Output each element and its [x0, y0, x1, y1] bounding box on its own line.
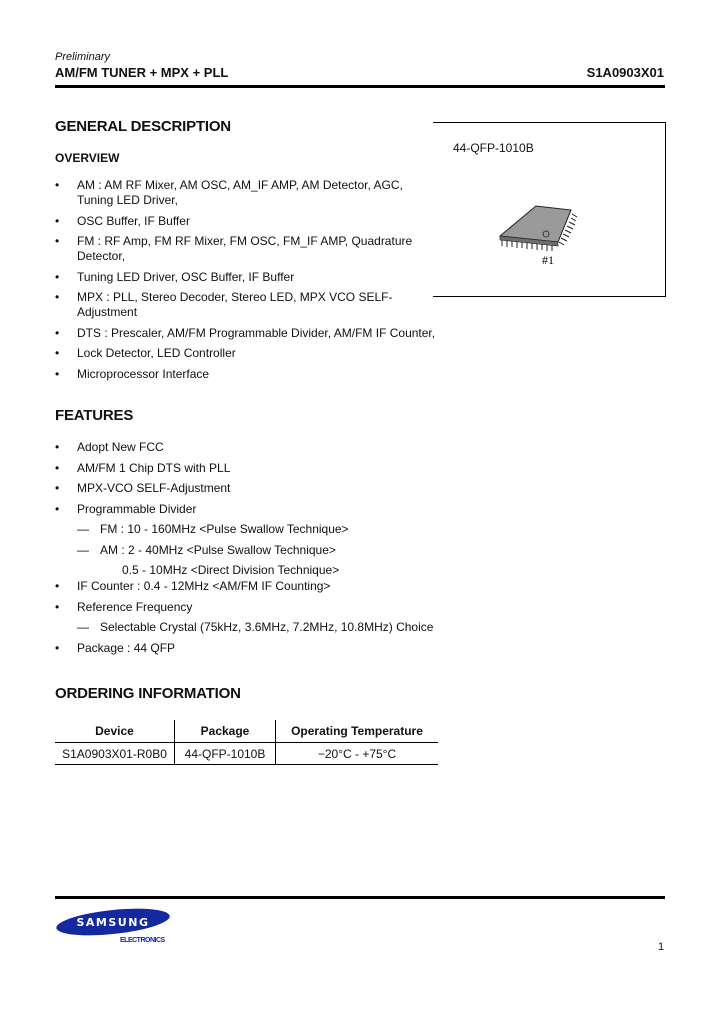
list-item: • OSC Buffer, IF Buffer — [55, 213, 190, 228]
bullet-icon: • — [55, 640, 60, 655]
features-heading: FEATURES — [55, 407, 134, 424]
overview-heading: OVERVIEW — [55, 151, 120, 165]
bullet-icon: • — [55, 178, 60, 192]
header-rule — [55, 85, 665, 88]
list-item: • Reference Frequency — [55, 599, 193, 614]
page-number: 1 — [658, 941, 665, 953]
bullet-icon: • — [55, 599, 60, 614]
column-header-operating-temperature: Operating Temperature — [276, 720, 439, 743]
svg-text:SAMSUNG: SAMSUNG — [76, 916, 150, 929]
table-row — [55, 743, 438, 765]
bullet-icon: • — [55, 346, 60, 360]
bullet-icon: • — [55, 234, 60, 248]
sub-list-item: 0.5 - 10MHz <Direct Division Technique> — [122, 563, 340, 577]
list-item: • MPX-VCO SELF-Adjustment — [55, 481, 231, 495]
bullet-icon: • — [55, 440, 60, 454]
list-item: • FM : RF Amp, FM RF Mixer, FM OSC, FM_IF AMP, Quadrature Detector, — [55, 234, 413, 263]
bullet-icon: • — [55, 501, 60, 516]
features-list — [55, 440, 475, 661]
dash-icon: — — [77, 620, 89, 634]
list-item: • AM/FM 1 Chip DTS with PLL — [55, 460, 231, 475]
bullet-icon: • — [55, 269, 60, 284]
document-title: AM/FM TUNER + MPX + PLL — [55, 65, 229, 80]
package-figure — [433, 122, 666, 297]
bullet-icon: • — [55, 460, 60, 475]
overview-list — [55, 178, 436, 387]
bullet-icon: • — [55, 481, 60, 495]
dash-icon: — — [77, 542, 89, 557]
sub-list-item: — FM : 10 - 160MHz <Pulse Swallow Technique> — [77, 522, 349, 536]
pin1-label: #1 — [542, 253, 554, 267]
part-number: S1A0903X01 — [586, 65, 664, 80]
list-item: • DTS : Prescaler, AM/FM Programmable Divider, AM/FM IF Counter, — [55, 325, 436, 340]
list-item: • Lock Detector, LED Controller — [55, 346, 236, 360]
document-status: Preliminary — [55, 51, 111, 63]
bullet-icon: • — [55, 579, 60, 593]
list-item: • Adopt New FCC — [55, 440, 164, 454]
list-item: • MPX : PLL, Stereo Decoder, Stereo LED, MPX VCO SELF-Adjustment — [55, 290, 393, 319]
list-item: • Tuning LED Driver, OSC Buffer, IF Buffer — [55, 269, 295, 284]
device-cell: S1A0903X01-R0B0 — [55, 743, 175, 765]
ordering-information-heading: ORDERING INFORMATION — [55, 685, 241, 702]
sub-list-item: — AM : 2 - 40MHz <Pulse Swallow Technique> — [77, 542, 336, 557]
bullet-icon: • — [55, 366, 60, 381]
samsung-electronics-label: ELECTRONICS — [120, 937, 165, 944]
sub-list-item: — Selectable Crystal (75kHz, 3.6MHz, 7.2MHz, 10.8MHz) Choice — [77, 620, 434, 634]
list-item: • IF Counter : 0.4 - 12MHz <AM/FM IF Counting> — [55, 579, 331, 593]
general-description-heading: GENERAL DESCRIPTION — [55, 118, 231, 135]
list-item: • Package : 44 QFP — [55, 640, 176, 655]
ordering-table — [55, 720, 438, 765]
package-label: 44-QFP-1010B — [453, 141, 534, 155]
dash-icon: — — [77, 522, 89, 536]
list-item: • Microprocessor Interface — [55, 366, 210, 381]
bullet-icon: • — [55, 290, 60, 304]
bullet-icon: • — [55, 213, 60, 228]
qfp-chip-icon — [496, 198, 586, 268]
footer-rule — [55, 896, 665, 899]
column-header-device: Device — [95, 724, 134, 738]
temperature-cell: −20°C - +75°C — [276, 743, 439, 765]
list-item: • Programmable Divider — [55, 501, 197, 516]
package-cell: 44-QFP-1010B — [175, 743, 276, 765]
list-item: • AM : AM RF Mixer, AM OSC, AM_IF AMP, AM Detector, AGC, Tuning LED Driver, — [55, 178, 403, 207]
samsung-logo — [55, 908, 175, 936]
column-header-package: Package — [175, 720, 276, 743]
bullet-icon: • — [55, 325, 60, 340]
